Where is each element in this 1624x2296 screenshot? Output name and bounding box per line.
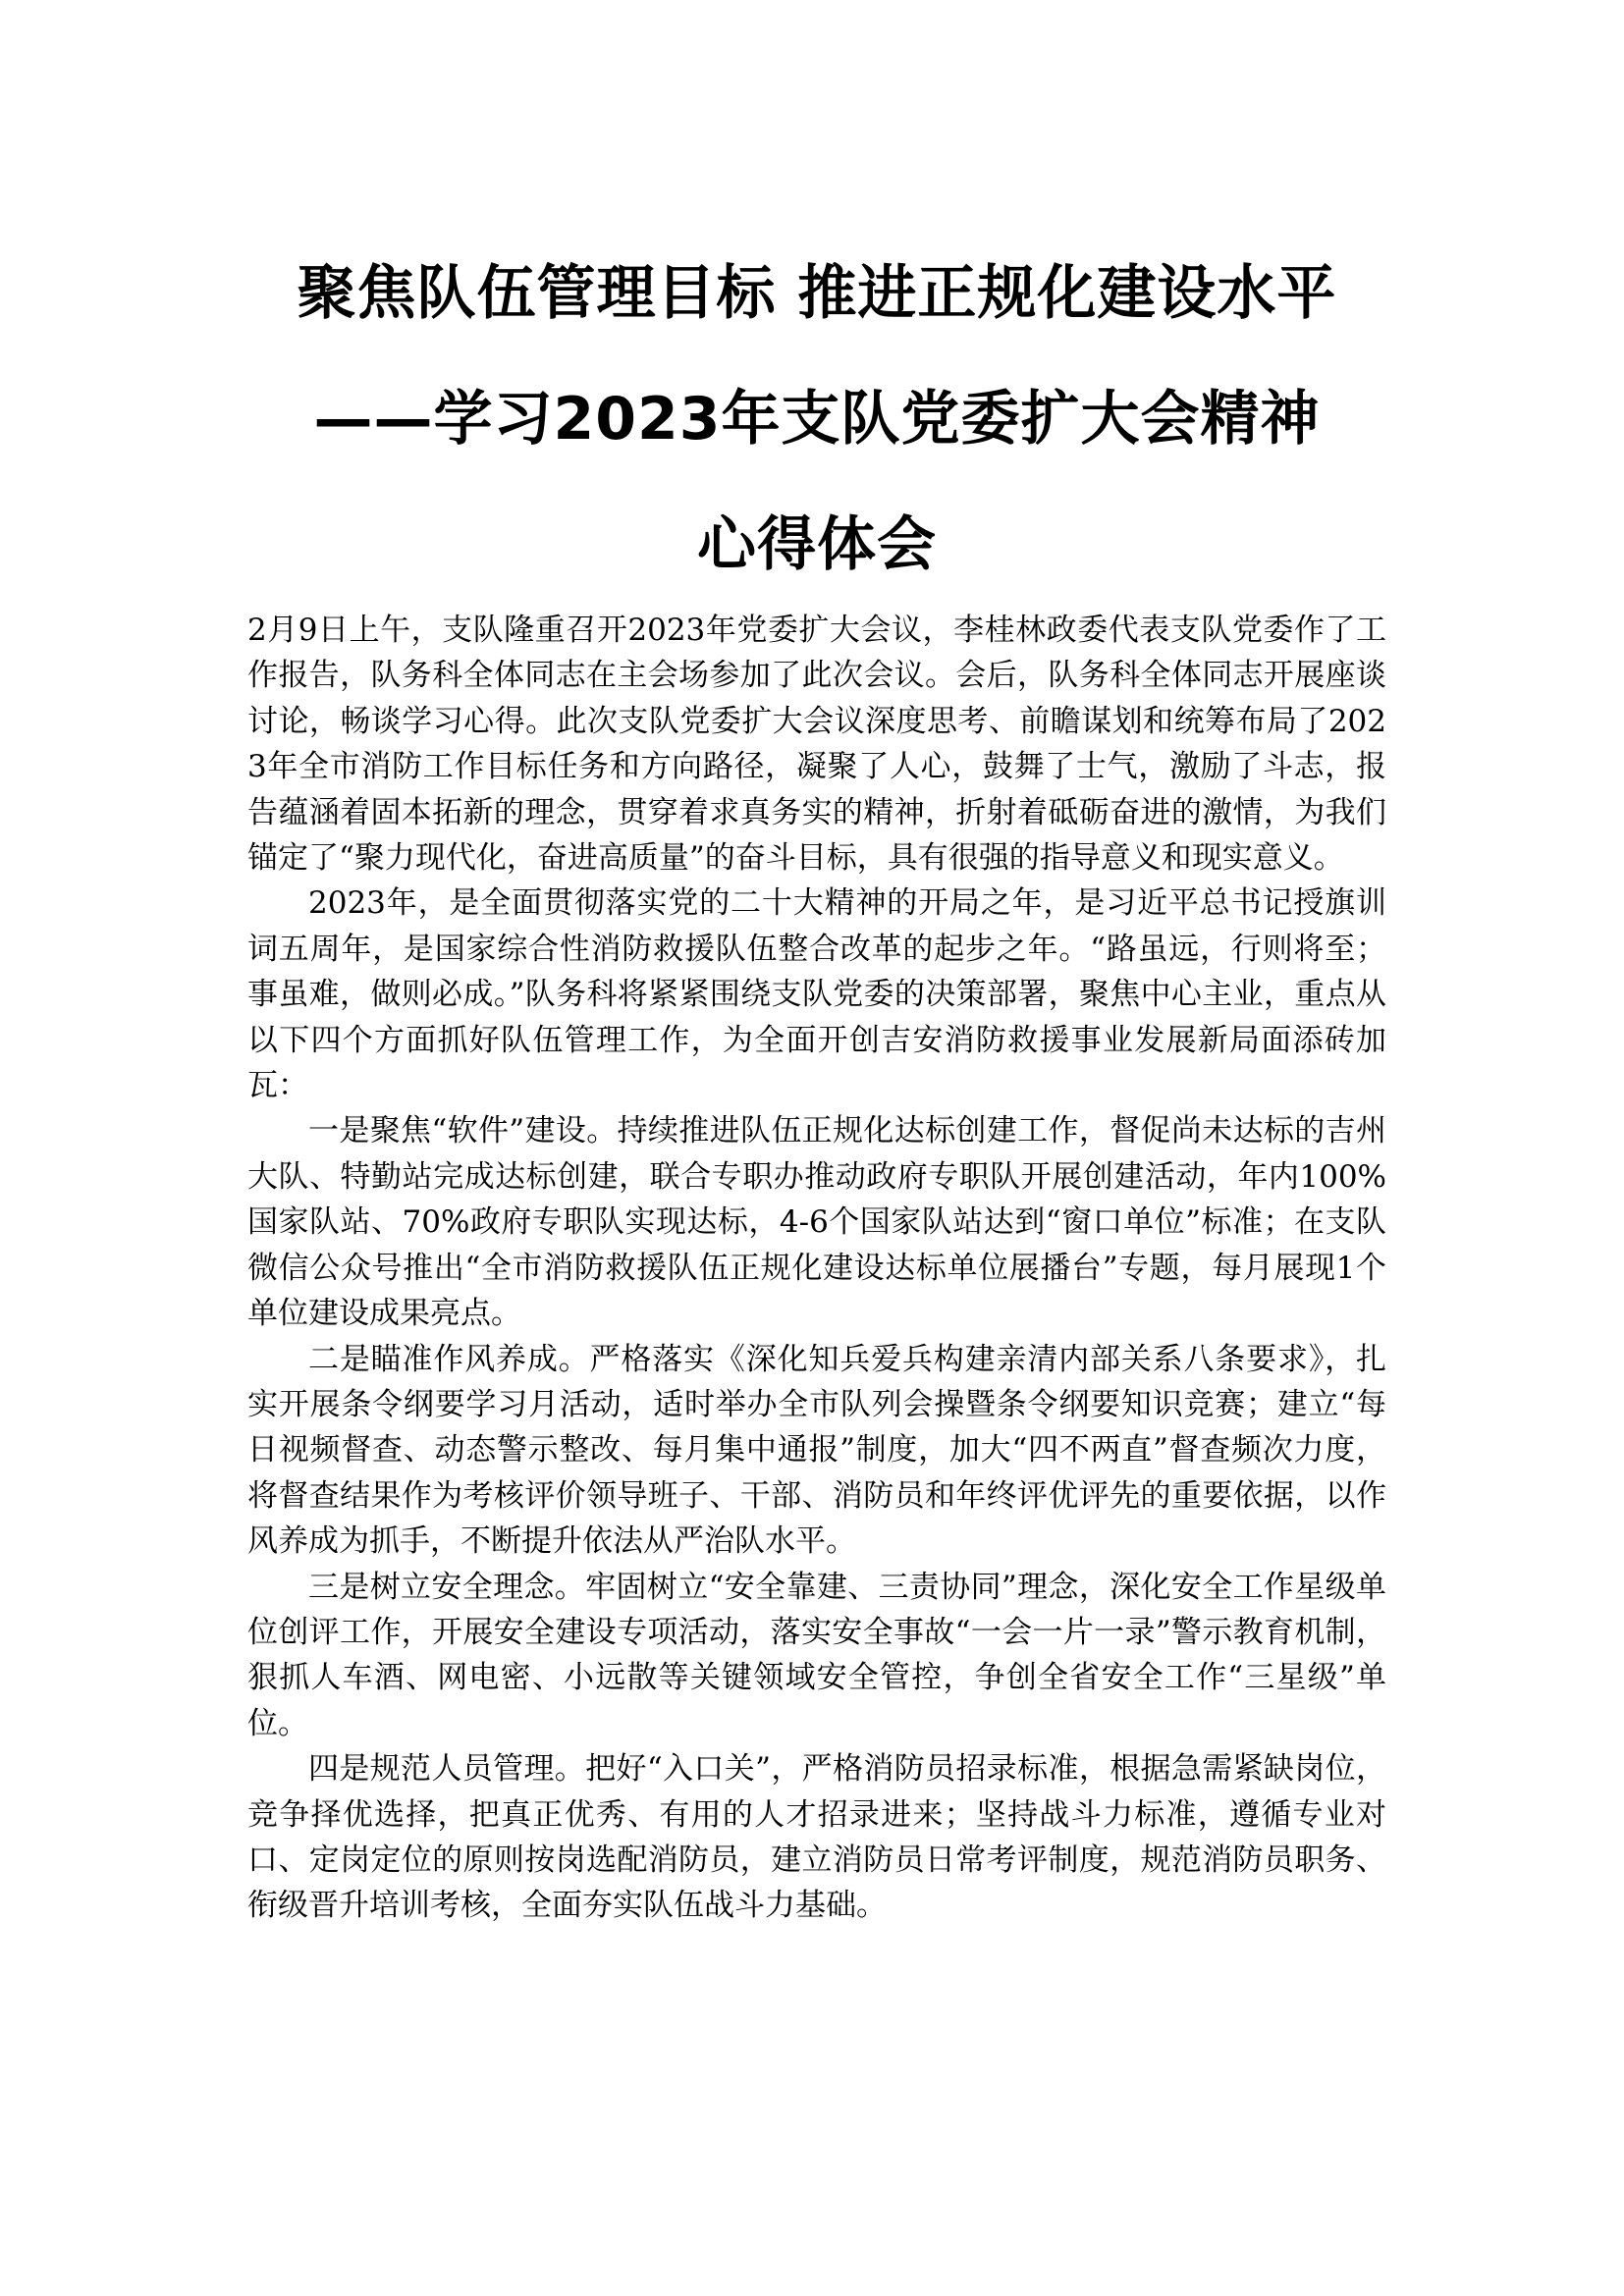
title-line-2: ——学习2023年支队党委扩大会精神 (313, 385, 1321, 454)
paragraph-2023-overview: 2023年，是全面贯彻落实党的二十大精神的开局之年，是习近平总书记授旗训词五周年，是国家综合性消防救援队伍整合改革的起步之年。“路虽远，行则将至；事虽难，做则必成。”队务科将紧紧围绕支队党委的决策部署，聚焦中心主业，重点从以下四个方面抓好队伍管理工作，为全面开创吉安消防救援事业发展新局面添砖加瓦： (247, 885, 1386, 1104)
paragraph-intro: 2月9日上午，支队隆重召开2023年党委扩大会议，李桂林政委代表支队党委作了工作报告，队务科全体同志在主会场参加了此次会议。会后，队务科全体同志开展座谈讨论，畅谈学习心得。此次支队党委扩大会议深度思考、前瞻谋划和统筹布局了2023年全市消防工作目标任务和方向路径，凝聚了人心，鼓舞了士气，激励了斗志，报告蕴涵着固本拓新的理念，贯穿着求真务实的精神，折射着砥砺奋进的激情，为我们锚定了“聚力现代化，奋进高质量”的奋斗目标，具有很强的指导意义和现实意义。 (247, 613, 1386, 877)
paragraph-point-three: 三是树立安全理念。牢固树立“安全靠建、三责协同”理念，深化安全工作星级单位创评工作，开展安全建设专项活动，落实安全事故“一会一片一录”警示教育机制，狠抓人车酒、网电密、小远散等关键领域安全管控，争创全省安全工作“三星级”单位。 (247, 1569, 1386, 1741)
document-body (247, 608, 1386, 1929)
document-page (247, 231, 1386, 1929)
paragraph-point-four: 四是规范人员管理。把好“入口关”，严格消防员招录标准，根据急需紧缺岗位，竞争择优选择，把真正优秀、有用的人才招录进来；坚持战斗力标准，遵循专业对口、定岗定位的原则按岗选配消防员，建立消防员日常考评制度，规范消防员职务、衔级晋升培训考核，全面夯实队伍战斗力基础。 (247, 1751, 1386, 1924)
title-line-1: 聚焦队伍管理目标 推进正规化建设水平 (297, 259, 1337, 328)
paragraph-point-two: 二是瞄准作风养成。严格落实《深化知兵爱兵构建亲清内部关系八条要求》，扎实开展条令纲要学习月活动，适时举办全市队列会操暨条令纲要知识竞赛；建立“每日视频督查、动态警示整改、每月集中通报”制度，加大“四不两直”督查频次力度，将督查结果作为考核评价领导班子、干部、消防员和年终评优评先的重要依据，以作风养成为抓手，不断提升依法从严治队水平。 (247, 1341, 1386, 1560)
title-line-3: 心得体会 (697, 510, 937, 579)
document-title (247, 231, 1386, 608)
paragraph-point-one: 一是聚焦“软件”建设。持续推进队伍正规化达标创建工作，督促尚未达标的吉州大队、特勤站完成达标创建，联合专职办推动政府专职队开展创建活动，年内100%国家队站、70%政府专职队实现达标，4-6个国家队站达到“窗口单位”标准；在支队微信公众号推出“全市消防救援队伍正规化建设达标单位展播台”专题，每月展现1个单位建设成果亮点。 (247, 1113, 1386, 1332)
